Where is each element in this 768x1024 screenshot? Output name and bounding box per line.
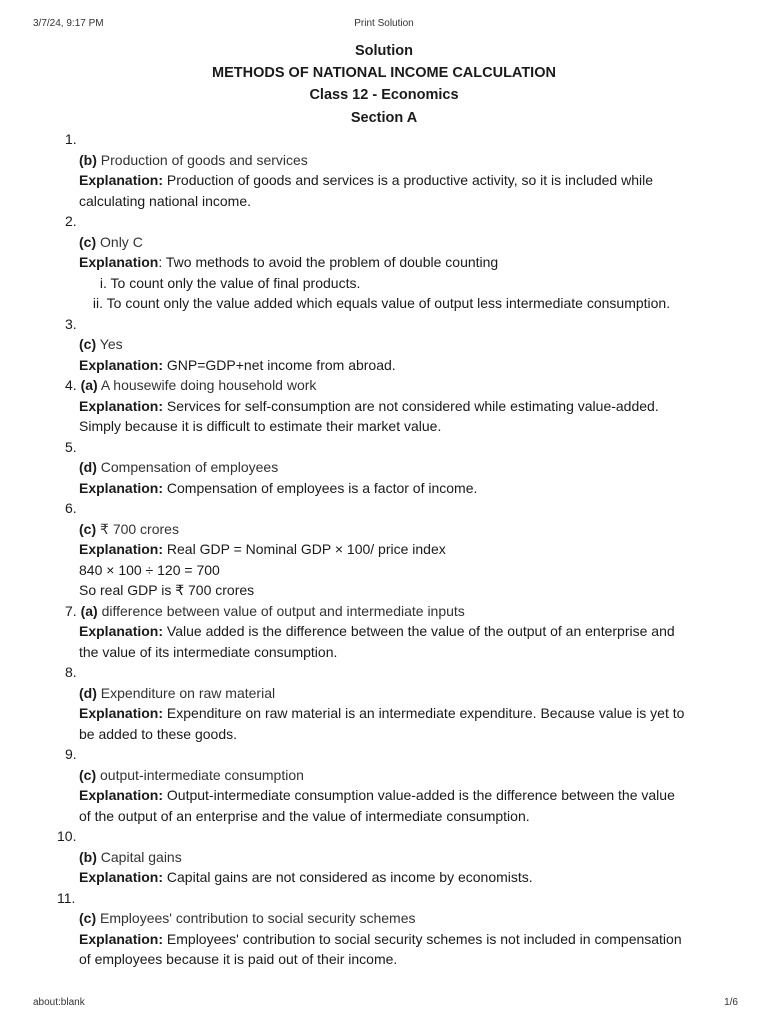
explanation-label: Explanation: (79, 930, 164, 947)
answer-line (65, 375, 735, 396)
answer-option: (d) (79, 684, 97, 701)
question-number: 7. (65, 602, 77, 619)
explanation-label: Explanation: (79, 397, 164, 414)
question-number: 6. (65, 500, 77, 516)
class-title: Class 12 - Economics (309, 87, 459, 103)
answer-line (65, 457, 735, 478)
explanation-text: Employees' contribution to social security schemes is not included in compensation (166, 930, 682, 947)
answer-option: (c) (79, 336, 97, 352)
explanation-text: Services for self-consumption are not considered while estimating value-added. (166, 397, 659, 414)
question-number: 11. (57, 889, 76, 906)
list-marker: ii. (92, 295, 103, 311)
print-footer (0, 997, 768, 1011)
explanation-continued: be added to these goods. (79, 725, 238, 742)
answer-option: (a) (80, 602, 98, 619)
answer-line (65, 847, 735, 868)
answer-line (65, 232, 735, 253)
question-3 (65, 314, 735, 376)
question-2 (65, 211, 735, 314)
explanation-line (65, 703, 735, 724)
explanation-line (65, 252, 735, 273)
question-number: 4. (65, 377, 77, 393)
list-item (65, 293, 735, 314)
answer-text: Capital gains (100, 848, 182, 865)
explanation-text: Production of goods and services is a productive activity, so it is included while (166, 172, 654, 188)
explanation-continued: of the output of an enterprise and the value of intermediate consumption. (79, 807, 530, 824)
explanation-line (65, 785, 735, 806)
section-title: Section A (350, 110, 418, 126)
answer-line (65, 150, 735, 171)
answer-text: Employees' contribution to social security schemes (100, 910, 416, 926)
question-number: 5. (65, 438, 77, 455)
explanation-line (65, 478, 735, 499)
calculation-result: So real GDP is ₹ 700 crores (79, 582, 255, 598)
question-number: 2. (65, 213, 77, 229)
calculation-line: 840 × 100 ÷ 120 = 700 (79, 561, 220, 578)
answer-line (65, 765, 735, 786)
solutions-list (57, 129, 735, 970)
answer-line (65, 519, 735, 540)
answer-option: (c) (79, 233, 97, 250)
answer-option: (c) (79, 520, 97, 537)
explanation-label: Explanation: (79, 705, 164, 721)
answer-text: output-intermediate consumption (100, 766, 304, 783)
explanation-line (65, 929, 735, 950)
explanation-label: Explanation: (79, 356, 164, 373)
explanation-label: Explanation: (79, 623, 164, 639)
explanation-continued: the value of its intermediate consumption. (79, 643, 338, 660)
answer-text: Production of goods and services (100, 151, 308, 168)
explanation-line (65, 621, 735, 642)
document-titles (0, 40, 768, 129)
explanation-line (65, 539, 735, 560)
answer-option: (b) (79, 848, 97, 865)
explanation-label: Explanation: (79, 869, 164, 885)
explanation-text: Value added is the difference between the value of the output of an enterprise and (166, 623, 675, 639)
explanation-line (65, 170, 735, 191)
list-text: To count only the value of final products. (110, 274, 361, 291)
answer-line (65, 908, 735, 929)
answer-text: A housewife doing household work (100, 377, 317, 393)
question-4 (65, 375, 735, 437)
question-number: 1. (65, 131, 77, 147)
print-url: about:blank (33, 997, 85, 1008)
answer-text: Expenditure on raw material (100, 684, 276, 701)
question-number: 10. (57, 828, 77, 844)
print-header (0, 18, 768, 32)
question-number: 3. (65, 315, 77, 332)
explanation-continued: Simply because it is difficult to estimate their market value. (79, 418, 442, 434)
print-title: Print Solution (354, 18, 414, 29)
explanation-text: GNP=GDP+net income from abroad. (166, 356, 396, 373)
answer-option: (c) (79, 766, 97, 783)
answer-option: (d) (79, 459, 97, 475)
solution-title: Solution (355, 43, 413, 59)
list-item (65, 273, 735, 294)
answer-text: difference between value of output and intermediate inputs (101, 602, 465, 619)
answer-option: (a) (80, 377, 98, 393)
explanation-label: Explanation: (79, 541, 164, 557)
explanation-label: Explanation: (79, 479, 164, 496)
question-10 (57, 826, 735, 888)
question-5 (65, 437, 735, 499)
question-9 (65, 744, 735, 826)
explanation-text: Capital gains are not considered as income by economists. (166, 869, 533, 885)
page-number: 1/6 (724, 997, 738, 1008)
explanation-label: Explanation: (79, 787, 164, 803)
question-7 (65, 601, 735, 663)
explanation-line (65, 867, 735, 888)
question-number: 9. (65, 746, 77, 762)
answer-option: (c) (79, 910, 97, 926)
answer-line (65, 601, 735, 622)
explanation-line (65, 355, 735, 376)
explanation-text: Output-intermediate consumption value-added is the difference between the value (166, 787, 675, 803)
list-marker: i. (99, 274, 107, 291)
explanation-line (65, 396, 735, 417)
explanation-label: Explanation: (79, 172, 164, 188)
explanation-label: Explanation (79, 254, 159, 270)
question-8 (65, 662, 735, 744)
list-text: To count only the value added which equals value of output less intermediate consumption. (106, 295, 671, 311)
answer-line (65, 334, 735, 355)
explanation-text: Real GDP = Nominal GDP × 100/ price index (166, 541, 446, 557)
answer-line (65, 683, 735, 704)
explanation-text: : Two methods to avoid the problem of double counting (158, 254, 499, 270)
answer-text: Compensation of employees (100, 459, 279, 475)
question-11 (57, 888, 735, 970)
explanation-text: Compensation of employees is a factor of income. (166, 479, 478, 496)
explanation-continued: calculating national income. (79, 192, 251, 209)
explanation-continued: of employees because it is paid out of their income. (79, 951, 398, 967)
answer-text: Yes (99, 336, 123, 352)
question-number: 8. (65, 664, 77, 680)
chapter-title: METHODS OF NATIONAL INCOME CALCULATION (212, 65, 556, 81)
print-datetime: 3/7/24, 9:17 PM (33, 18, 104, 29)
question-1 (65, 129, 735, 211)
answer-text: ₹ 700 crores (100, 520, 179, 537)
answer-option: (b) (79, 151, 97, 168)
explanation-text: Expenditure on raw material is an intermediate expenditure. Because value is yet to (166, 705, 685, 721)
answer-text: Only C (100, 233, 143, 250)
question-6 (65, 498, 735, 601)
